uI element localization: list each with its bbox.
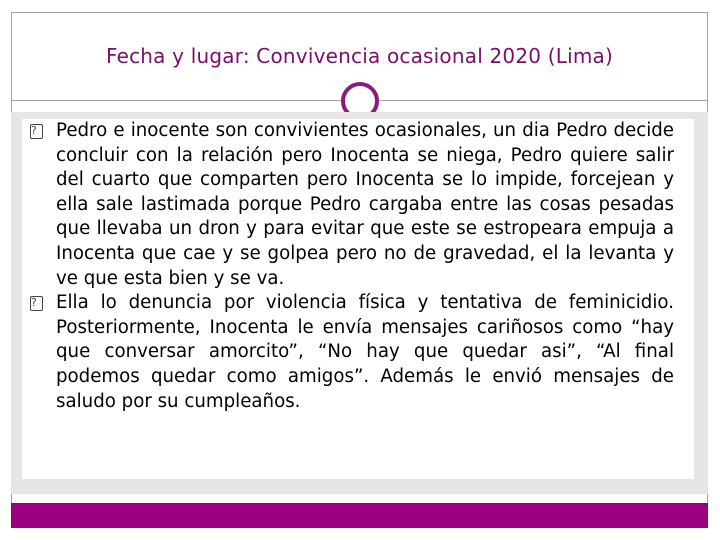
bullet-item-1: [22, 119, 674, 291]
missing-glyph-icon: ?: [30, 296, 43, 311]
slide-title: Fecha y lugar: Convivencia ocasional 2020 (Lima): [105, 44, 614, 68]
content-panel: [22, 119, 694, 479]
bullet-text: Pedro e inocente son convivientes ocasionales, un dia Pedro decide concluir con la relación pero Inocenta se niega, Pedro quiere salir del cuarto que comparten pero Inocenta se lo impide, forcejean y ella sale lastimada porque Pedro cargaba entre las cosas pesadas que llevaba un dron y para evitar que este se estropeara empuja a Inocenta que cae y se golpea pero no de gravedad, el la levanta y ve que esta bien y se va.: [56, 120, 674, 289]
bullet-item-2: [22, 291, 674, 414]
missing-glyph-icon: ?: [30, 124, 43, 139]
bottom-accent-bar: [11, 503, 708, 528]
bullet-text: Ella lo denuncia por violencia física y tentativa de feminicidio. Posteriormente, Inocenta le envía mensajes cariñosos como “hay que conversar amorcito”, “No hay que quedar asi”, “Al final podemos quedar como amigos”. Además le envió mensajes de saludo por su cumpleaños.: [56, 292, 674, 412]
bullet-list: [22, 119, 674, 414]
